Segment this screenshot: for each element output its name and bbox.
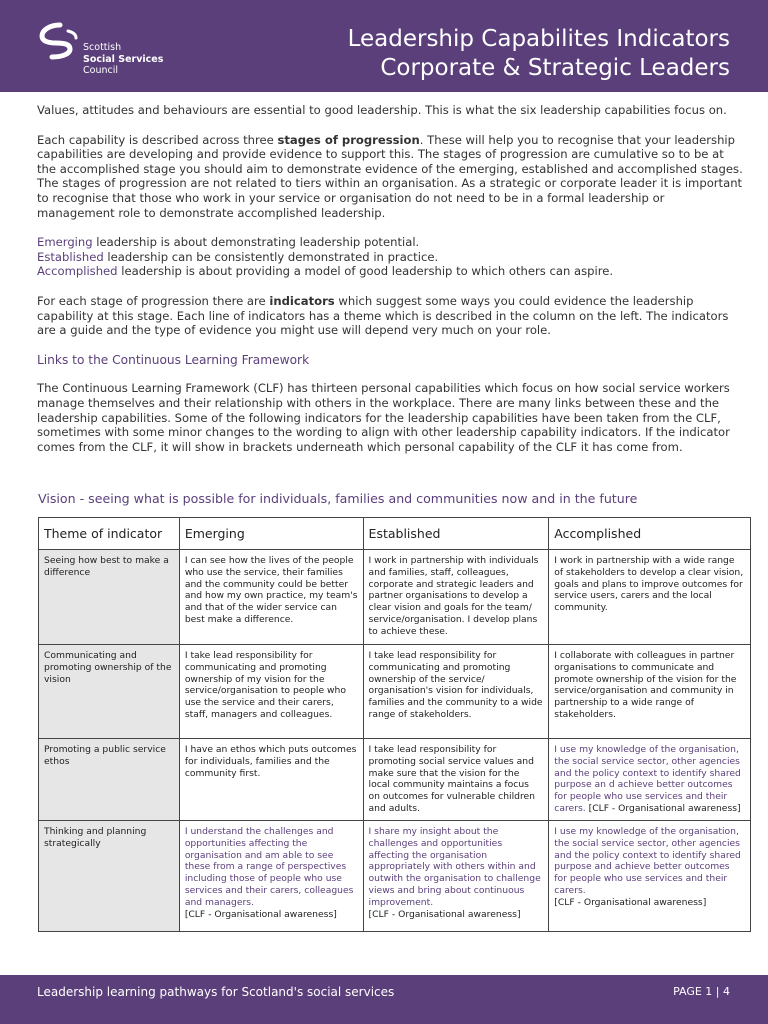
logo-line3: Council bbox=[83, 65, 118, 76]
vision-heading: Vision - seeing what is possible for individuals, families and communities now and in the future bbox=[38, 491, 638, 506]
stage-definitions bbox=[37, 235, 744, 279]
p2-text-a: Each capability is described across three bbox=[37, 132, 278, 147]
stages-of-progression-term: stages of progression bbox=[277, 132, 420, 147]
accomplished-cell: I collaborate with colleagues in partner organisations to communicate and promote ownership of the vision for the service/organisation and community in partnership to a wide range of stakeholders. bbox=[549, 645, 751, 739]
intro-paragraph-4 bbox=[37, 294, 744, 338]
established-text: I share my insight about the challenges and opportunities affecting the organisation appropriately with others within and outwith the organisation to challenge views and bring about continuous improvement. bbox=[368, 826, 541, 908]
table-header-row bbox=[39, 518, 751, 550]
page-header bbox=[0, 0, 768, 92]
intro-paragraph-5: The Continuous Learning Framework (CLF) has thirteen personal capabilities which focus on how social service workers manage themselves and their relationship with others in the workplace. There are many links between these and the leadership capabilities. Some of the following indicators for the leadership capabilities have been taken from the CLF, sometimes with some minor changes to the wording to align with other leadership capability indicators. If the indicator comes from the CLF, it will show in brackets underneath which personal capability of the CLF it has come from. bbox=[37, 381, 730, 454]
intro-paragraph-2 bbox=[37, 133, 744, 221]
sssc-logo-mark-icon bbox=[38, 22, 82, 66]
accomplished-text: I use my knowledge of the organisation, the social service sector, other agencies and the policy context to identify shared purpose an d achieve better outcomes for people who use services and their carers. bbox=[554, 744, 741, 814]
accomplished-text: I use my knowledge of the organisation, the social service sector, other agencies and the policy context to identify shared purpose and achieve better outcomes for people who use services and their carers. bbox=[554, 826, 741, 896]
header-theme: Theme of indicator bbox=[39, 518, 180, 550]
emerging-text: I understand the challenges and opportunities affecting the organisation and am able to see these from a range of perspectives including those of people who use services and their carers, colleagues and managers. bbox=[184, 826, 354, 908]
accomplished-term: Accomplished bbox=[37, 264, 118, 279]
indicators-term: indicators bbox=[269, 293, 335, 308]
page-title bbox=[348, 25, 730, 83]
emerging-cell: I can see how the lives of the people who use the service, their families and the community could be better and how my own practice, my team's and that of the wider service can best make a difference. bbox=[179, 550, 363, 645]
table-row bbox=[39, 550, 751, 645]
logo-line1: Scottish bbox=[83, 42, 122, 53]
established-definition: leadership can be consistently demonstrated in practice. bbox=[103, 249, 439, 264]
theme-cell: Promoting a public service ethos bbox=[39, 739, 180, 821]
logo-line2: Social Services bbox=[83, 53, 164, 65]
page-number: PAGE 1 | 4 bbox=[673, 985, 730, 998]
title-line2: Corporate & Strategic Leaders bbox=[380, 55, 730, 81]
intro-paragraph-1: Values, attitudes and behaviours are essential to good leadership. This is what the six leadership capabilities focus on. bbox=[37, 103, 727, 117]
table-row bbox=[39, 821, 751, 932]
established-term: Established bbox=[37, 249, 104, 264]
accomplished-cell bbox=[549, 739, 751, 821]
logo-text bbox=[83, 42, 163, 77]
theme-cell: Communicating and promoting ownership of the vision bbox=[39, 645, 180, 739]
clf-tag: [CLF - Organisational awareness] bbox=[368, 908, 521, 920]
table-row bbox=[39, 645, 751, 739]
sssc-logo bbox=[38, 22, 188, 82]
established-cell: I work in partnership with individuals and families, staff, colleagues, corporate and strategic leaders and partner organisations to develop a clear vision and goals for the team/ service/organisation. I develop plans to achieve these. bbox=[363, 550, 549, 645]
established-cell: I take lead responsibility for communicating and promoting ownership of the service/ organisation's vision for individuals, families and the community to a wide range of stakeholders. bbox=[363, 645, 549, 739]
intro-content bbox=[37, 103, 744, 469]
emerging-cell bbox=[179, 821, 363, 932]
established-cell bbox=[363, 821, 549, 932]
theme-cell: Thinking and planning strategically bbox=[39, 821, 180, 932]
p4-text-a: For each stage of progression there are bbox=[37, 293, 270, 308]
emerging-term: Emerging bbox=[37, 235, 93, 250]
clf-tag: [CLF - Organisational awareness] bbox=[184, 908, 337, 920]
established-cell: I take lead responsibility for promoting social service values and make sure that the vision for the local community maintains a focus on outcomes for vulnerable children and adults. bbox=[363, 739, 549, 821]
p4-text-b: which suggest some ways you could evidence the leadership capability at this stage. Each line of indicators has a theme which is described in the column on the left. The indicators are a guide and the type of evidence you might use will depend very much on your role. bbox=[37, 293, 729, 338]
clf-links-heading: Links to the Continuous Learning Framework bbox=[37, 352, 310, 367]
table-row bbox=[39, 739, 751, 821]
header-emerging: Emerging bbox=[179, 518, 363, 550]
header-accomplished: Accomplished bbox=[549, 518, 751, 550]
footer-publication-title: Leadership learning pathways for Scotland's social services bbox=[37, 985, 395, 999]
emerging-cell: I have an ethos which puts outcomes for individuals, families and the community first. bbox=[179, 739, 363, 821]
title-line1: Leadership Capabilites Indicators bbox=[347, 26, 730, 52]
emerging-definition: leadership is about demonstrating leadership potential. bbox=[92, 235, 420, 250]
emerging-cell: I take lead responsibility for communicating and promoting ownership of my vision for the service/organisation to people who use the service and their carers, staff, managers and colleagues. bbox=[179, 645, 363, 739]
indicators-table bbox=[38, 517, 751, 932]
clf-tag: [CLF - Organisational awareness] bbox=[585, 802, 741, 814]
header-established: Established bbox=[363, 518, 549, 550]
clf-tag: [CLF - Organisational awareness] bbox=[554, 896, 707, 908]
accomplished-cell: I work in partnership with a wide range of stakeholders to develop a clear vision, goals and plans to improve outcomes for service users, carers and the local community. bbox=[549, 550, 751, 645]
accomplished-cell bbox=[549, 821, 751, 932]
accomplished-definition: leadership is about providing a model of good leadership to which others can aspire. bbox=[117, 264, 614, 279]
p2-text-b: . These will help you to recognise that your leadership capabilities are developing and provide evidence to support this. The stages of progression are cumulative so to be at the accomplished stage you should aim to demonstrate evidence of the emerging, established and accomplished stages. The stages of progression are not related to tiers within an organisation. As a strategic or corporate leader it is important to recognise that those who work in your service or organisation do not need to be in a formal leadership or management role to demonstrate accomplished leadership. bbox=[37, 132, 743, 220]
theme-cell: Seeing how best to make a difference bbox=[39, 550, 180, 645]
page-footer bbox=[0, 975, 768, 1024]
